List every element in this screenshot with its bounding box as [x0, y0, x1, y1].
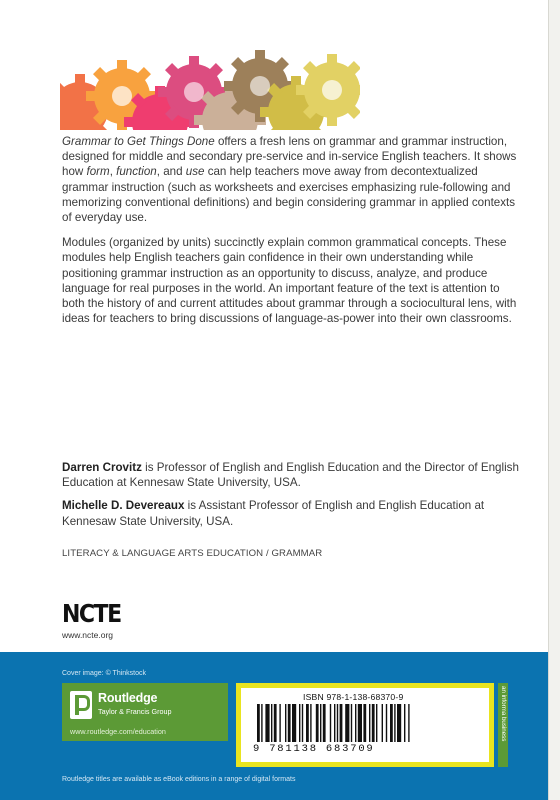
blurb-paragraph-2: Modules (organized by units) succinctly explain common grammatical concepts. These modules help English teachers gain confidence in their own understanding while positioning grammar instruction as an opportunity to discuss, analyze, and produce language for real purposes in the world. An important feature of the text is attention to both the history of and current attitudes about grammar through a sociocultural lens, with ideas for teachers to bring discussions of language-as-power into their own classrooms. — [62, 236, 517, 326]
author-bio: Darren Crovitz is Professor of English and English Education and the Director of English Education at Kennesaw State University, USA. — [62, 461, 519, 490]
barcode-bar — [345, 704, 349, 742]
barcode-digits: 9 781138 683709 — [253, 743, 375, 755]
ncte-url[interactable]: www.ncte.org — [62, 630, 114, 640]
book-title: Grammar to Get Things Done — [62, 135, 215, 148]
barcode-bar — [323, 704, 326, 742]
barcode-bar — [382, 704, 383, 742]
barcode-bar — [274, 704, 277, 742]
routledge-logo-box — [62, 683, 228, 741]
barcode-box — [236, 683, 494, 767]
barcode-bar — [372, 704, 375, 742]
informa-text: an informa business — [500, 686, 507, 742]
barcode-bar — [288, 704, 291, 742]
barcode-bar — [292, 704, 296, 742]
publisher-group: Taylor & Francis Group — [98, 707, 172, 716]
barcode-bar — [261, 704, 262, 742]
blurb — [62, 134, 524, 336]
author-name: Michelle D. Devereaux — [62, 499, 185, 513]
barcode-bar — [310, 704, 311, 742]
barcode-bar — [340, 704, 343, 742]
barcode-bar — [299, 704, 300, 742]
author-bio: Michelle D. Devereaux is Assistant Professor of English and English Education at Kennesaw State University, USA. — [62, 499, 485, 528]
barcode-bar — [302, 704, 303, 742]
spine-edge — [548, 0, 560, 800]
barcode-bar — [376, 704, 377, 742]
barcode-bar — [306, 704, 309, 742]
barcode-bar — [334, 704, 335, 742]
routledge-r-icon — [70, 691, 92, 719]
barcode-bar — [355, 704, 356, 742]
author-bios — [62, 460, 532, 537]
ncte-logo: NCTE — [62, 600, 121, 629]
barcode-bar — [390, 704, 393, 742]
cover-credit: Cover image: © Thinkstock — [62, 670, 147, 677]
barcode-bar — [397, 704, 401, 742]
barcode-bar — [408, 704, 409, 742]
barcode-bar — [279, 704, 280, 742]
ebook-note: Routledge titles are available as eBook editions in a range of digital formats — [62, 776, 296, 783]
barcode-bar — [320, 704, 321, 742]
barcode-bar — [363, 704, 366, 742]
subject-category: LITERACY & LANGUAGE ARTS EDUCATION / GRAMMAR — [62, 548, 323, 559]
barcode-bar — [404, 704, 405, 742]
barcode-bar — [265, 704, 269, 742]
barcode-bar — [285, 704, 286, 742]
gears-illustration — [60, 40, 360, 130]
barcode-bar — [330, 704, 331, 742]
barcode-bar — [358, 704, 362, 742]
barcode-bar — [337, 704, 338, 742]
publisher-name: Routledge — [98, 691, 158, 705]
barcode-bar — [271, 704, 272, 742]
blurb-paragraph-1: Grammar to Get Things Done offers a fresh lens on grammar and grammar instruction, designed for middle and secondary pre-service and in-service English teachers. It shows how form, function, and use can help teachers move away from decontextualized grammar instruction (such as worksheets and exercises emphasizing rule-following and memorizing conventional definitions) and begin considering grammar in applied contexts of everyday use. — [62, 135, 517, 225]
author-name: Darren Crovitz — [62, 461, 142, 474]
barcode — [257, 704, 467, 742]
barcode-bar — [386, 704, 387, 742]
barcode-bar — [394, 704, 395, 742]
barcode-bar — [369, 704, 370, 742]
barcode-bar — [257, 704, 260, 742]
publisher-url[interactable]: www.routledge.com/education — [70, 727, 166, 736]
barcode-bar — [316, 704, 319, 742]
barcode-bar — [351, 704, 352, 742]
isbn-label: ISBN 978-1-138-68370-9 — [303, 692, 404, 702]
